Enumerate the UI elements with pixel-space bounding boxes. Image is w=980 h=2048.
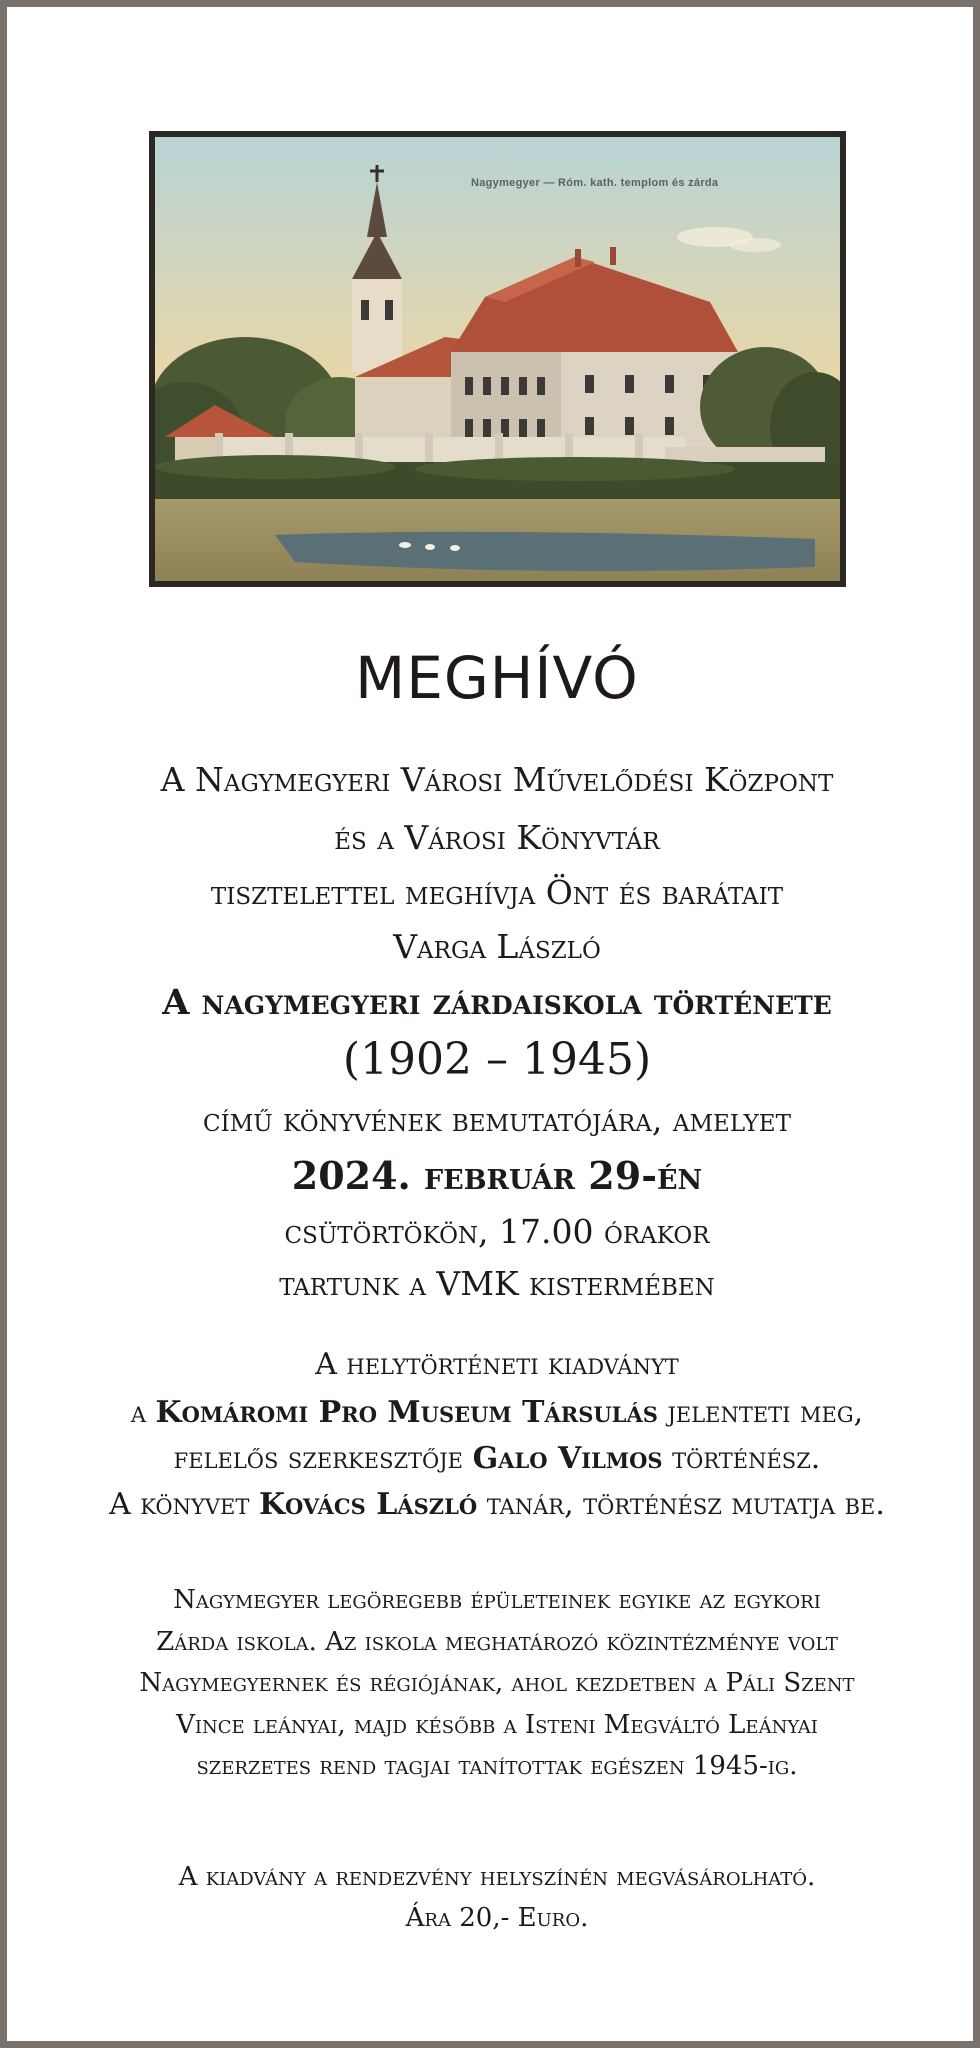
- intro-line-1: A Nagymegyeri Városi Művelődési Központ: [160, 760, 834, 799]
- author-name: Varga László: [393, 927, 601, 966]
- intro-line-3: tisztelettel meghívja Önt és barátait: [210, 873, 784, 912]
- event-place: tartunk a VMK kistermében: [279, 1264, 715, 1303]
- editor-name: Galo Vilmos: [472, 1441, 663, 1476]
- history-line-4: Vince leányai, majd később a Isteni Megváltó Leányai: [176, 1710, 818, 1740]
- publisher-line-1: A helytörténeti kiadványt: [315, 1347, 679, 1382]
- event-time: csütörtökön, 17.00 órakor: [284, 1212, 710, 1251]
- publisher-line-4: A könyvet Kovács László tanár, történész mutatja be.: [109, 1487, 885, 1522]
- event-date: 2024. február 29-én: [291, 1153, 703, 1198]
- book-years: (1902 – 1945): [342, 1034, 652, 1085]
- history-line-3: Nagymegyernek és régiójának, ahol kezdetben a Páli Szent: [139, 1668, 855, 1698]
- history-line-2: Zárda iskola. Az iskola meghatározó közintézménye volt: [156, 1627, 838, 1657]
- church-and-convent-illustration: [155, 137, 840, 581]
- history-line-1: Nagymegyer legöregebb épületeinek egyike az egykori: [173, 1585, 821, 1615]
- presenter-name: Kovács László: [258, 1487, 478, 1522]
- publisher-line-2: a Komáromi Pro Museum Társulás jelenteti meg,: [130, 1395, 864, 1430]
- book-title: A nagymegyeri zárdaiskola története: [162, 982, 832, 1023]
- footer-line-2: Ára 20,- Euro.: [405, 1903, 589, 1933]
- postcard-image: [149, 131, 846, 587]
- postcard-caption: Nagymegyer — Róm. kath. templom és zárda: [471, 177, 719, 189]
- footer-line-1: A kiadvány a rendezvény helyszínén megvásárolható.: [178, 1862, 816, 1892]
- history-line-5: szerzetes rend tagjai tanítottak egészen 1945-ig.: [196, 1751, 798, 1781]
- publisher-name: Komáromi Pro Museum Társulás: [155, 1395, 658, 1430]
- event-line-1: című könyvének bemutatójára, amelyet: [203, 1100, 791, 1139]
- publisher-line-3: felelős szerkesztője Galo Vilmos történész.: [173, 1441, 821, 1476]
- intro-line-2: és a Városi Könyvtár: [334, 818, 660, 857]
- page-title: MEGHÍVÓ: [355, 644, 639, 712]
